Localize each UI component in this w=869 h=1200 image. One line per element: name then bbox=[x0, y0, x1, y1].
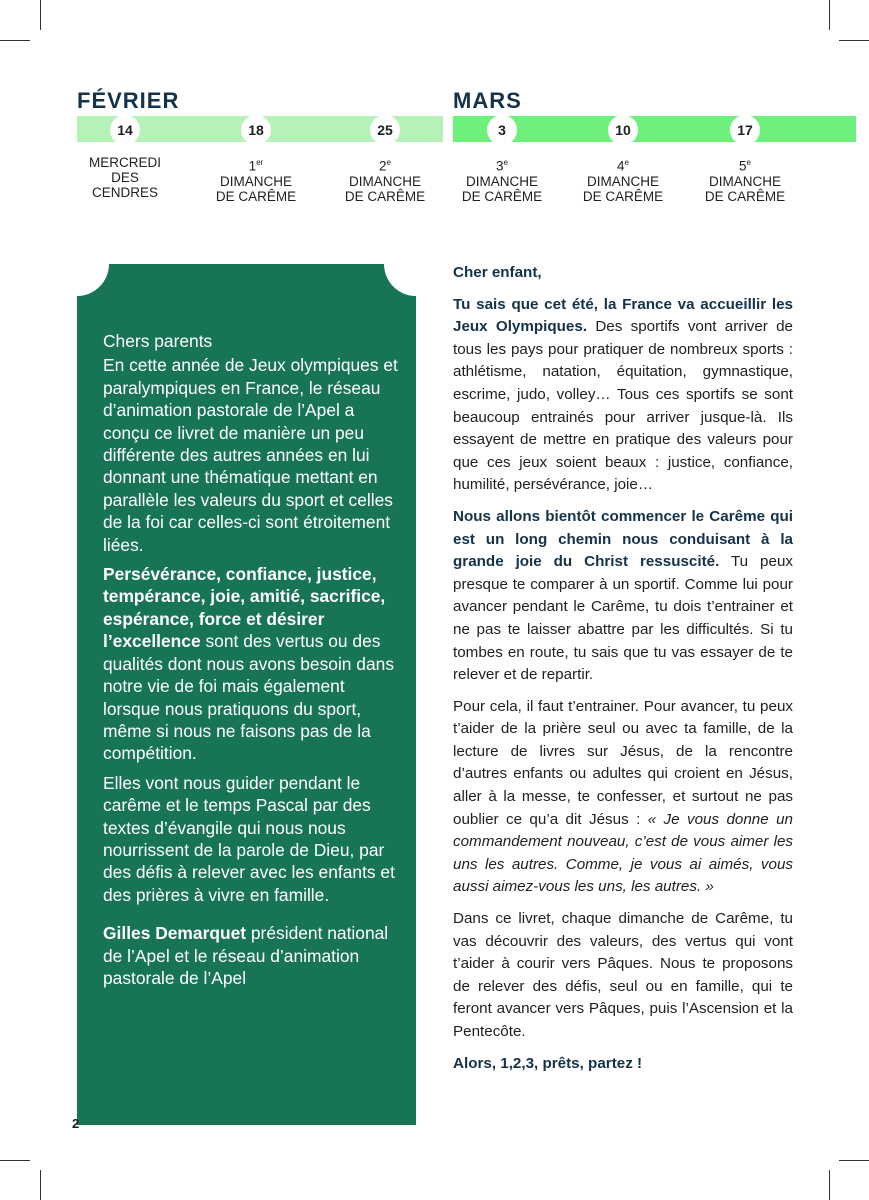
date-circle: 3 bbox=[487, 115, 517, 145]
child-greeting: Cher enfant, bbox=[453, 264, 542, 281]
date-label: 1er DIMANCHE DE CARÊME bbox=[215, 158, 297, 204]
date-circle: 25 bbox=[370, 115, 400, 145]
date-label: 5e DIMANCHE DE CARÊME bbox=[704, 158, 786, 204]
date-circle: 17 bbox=[730, 115, 760, 145]
month-title-february: FÉVRIER bbox=[77, 88, 180, 113]
crop-mark bbox=[40, 1170, 41, 1200]
parents-greeting: Chers parents bbox=[103, 331, 213, 351]
parents-paragraph: En cette année de Jeux olympiques et paralympiques en France, le réseau d’animation pastorale de l’Apel a conçu ce livret de manière un peu différente des autres années en lui donnant une thématique mettant en parallèle les valeurs du sport et celles de la foi car celles-ci sont étroitement liées. bbox=[103, 355, 398, 555]
crop-mark bbox=[839, 1160, 869, 1161]
child-paragraph: Dans ce livret, chaque dimanche de Carême, tu vas découvrir des valeurs, des vertus qui vont t’aider à courir vers Pâques. Nous te proposons de relever des défis, seul ou en famille, qui te feront avancer vers Pâques, puis l’Ascension et la Pentecôte. bbox=[453, 910, 793, 1040]
date-label: 3e DIMANCHE DE CARÊME bbox=[461, 158, 543, 204]
crop-mark bbox=[0, 1160, 30, 1161]
parents-signature: Gilles Demarquet président national de l’Apel et le réseau d’animation pastorale de l’Apel bbox=[103, 923, 389, 988]
corner-notch bbox=[384, 232, 448, 296]
date-circle: 10 bbox=[608, 115, 638, 145]
child-letter bbox=[453, 262, 793, 1084]
crop-mark bbox=[829, 0, 830, 30]
child-paragraph: Nous allons bientôt commencer le Carême qui est un long chemin nous conduisant à la grande joie du Christ ressuscité. Tu peux presque te comparer à un sportif. Comme lui pour avancer pendant le Carême, tu dois t’entrainer et ne pas te laisser abattre par les difficultés. Si tu tombes en route, tu sais que tu vas essayer de te relever et de repartir. bbox=[453, 507, 793, 684]
page-number: 2 bbox=[72, 1116, 80, 1131]
crop-mark bbox=[0, 40, 30, 41]
parents-paragraph: Elles vont nous guider pendant le carême et le temps Pascal par des textes d’évangile qui nous nous nourrissent de la parole de Dieu, par des défis à relever avec les enfants et des prières à vivre en famille. bbox=[103, 772, 395, 905]
date-circle: 14 bbox=[110, 115, 140, 145]
child-paragraph: Tu sais que cet été, la France va accueillir les Jeux Olympiques. Des sportifs vont arriver de tous les pays pour pratiquer de nombreux sports : athlétisme, natation, équitation, gymnastique, escrime, judo, volley… Tous ces sportifs se sont beaucoup entrainés pour arriver jusque-là. Ils essayent de mettre en pratique des valeurs pour que ces jeux soient beaux : justice, confiance, humilité, persévérance, joie… bbox=[453, 295, 793, 494]
date-circle: 18 bbox=[241, 115, 271, 145]
month-title-march: MARS bbox=[453, 88, 522, 113]
crop-mark bbox=[40, 0, 41, 30]
date-label: 2e DIMANCHE DE CARÊME bbox=[344, 158, 426, 204]
date-label: 4e DIMANCHE DE CARÊME bbox=[582, 158, 664, 204]
parents-paragraph: Persévérance, confiance, justice, tempérance, joie, amitié, sacrifice, espérance, force et désirer l’excellence sont des vertus ou des qualités dont nous avons besoin dans notre vie de foi mais également lorsque nous pratiquons du sport, même si nous ne faisons pas de la compétition. bbox=[103, 564, 395, 764]
child-closing: Alors, 1,2,3, prêts, partez ! bbox=[453, 1054, 643, 1072]
crop-mark bbox=[829, 1170, 830, 1200]
date-label: MERCREDI DES CENDRES bbox=[88, 155, 161, 200]
child-paragraph: Pour cela, il faut t’entrainer. Pour avancer, tu peux t’aider de la prière seul ou avec ta famille, de la lecture de livres sur Jésus, de la rencontre d’autres enfants ou adultes qui croient en Jésus, aller à la messe, te confesser, et surtout ne pas oublier ce qu’a dit Jésus : « Je vous donne un commandement nouveau, c’est de vous aimer les uns les autres. Comme, je vous ai aimés, vous aussi aimez-vous les uns, les autres. » bbox=[453, 697, 793, 896]
parents-letter bbox=[103, 330, 403, 996]
crop-mark bbox=[839, 40, 869, 41]
corner-notch bbox=[45, 232, 109, 296]
